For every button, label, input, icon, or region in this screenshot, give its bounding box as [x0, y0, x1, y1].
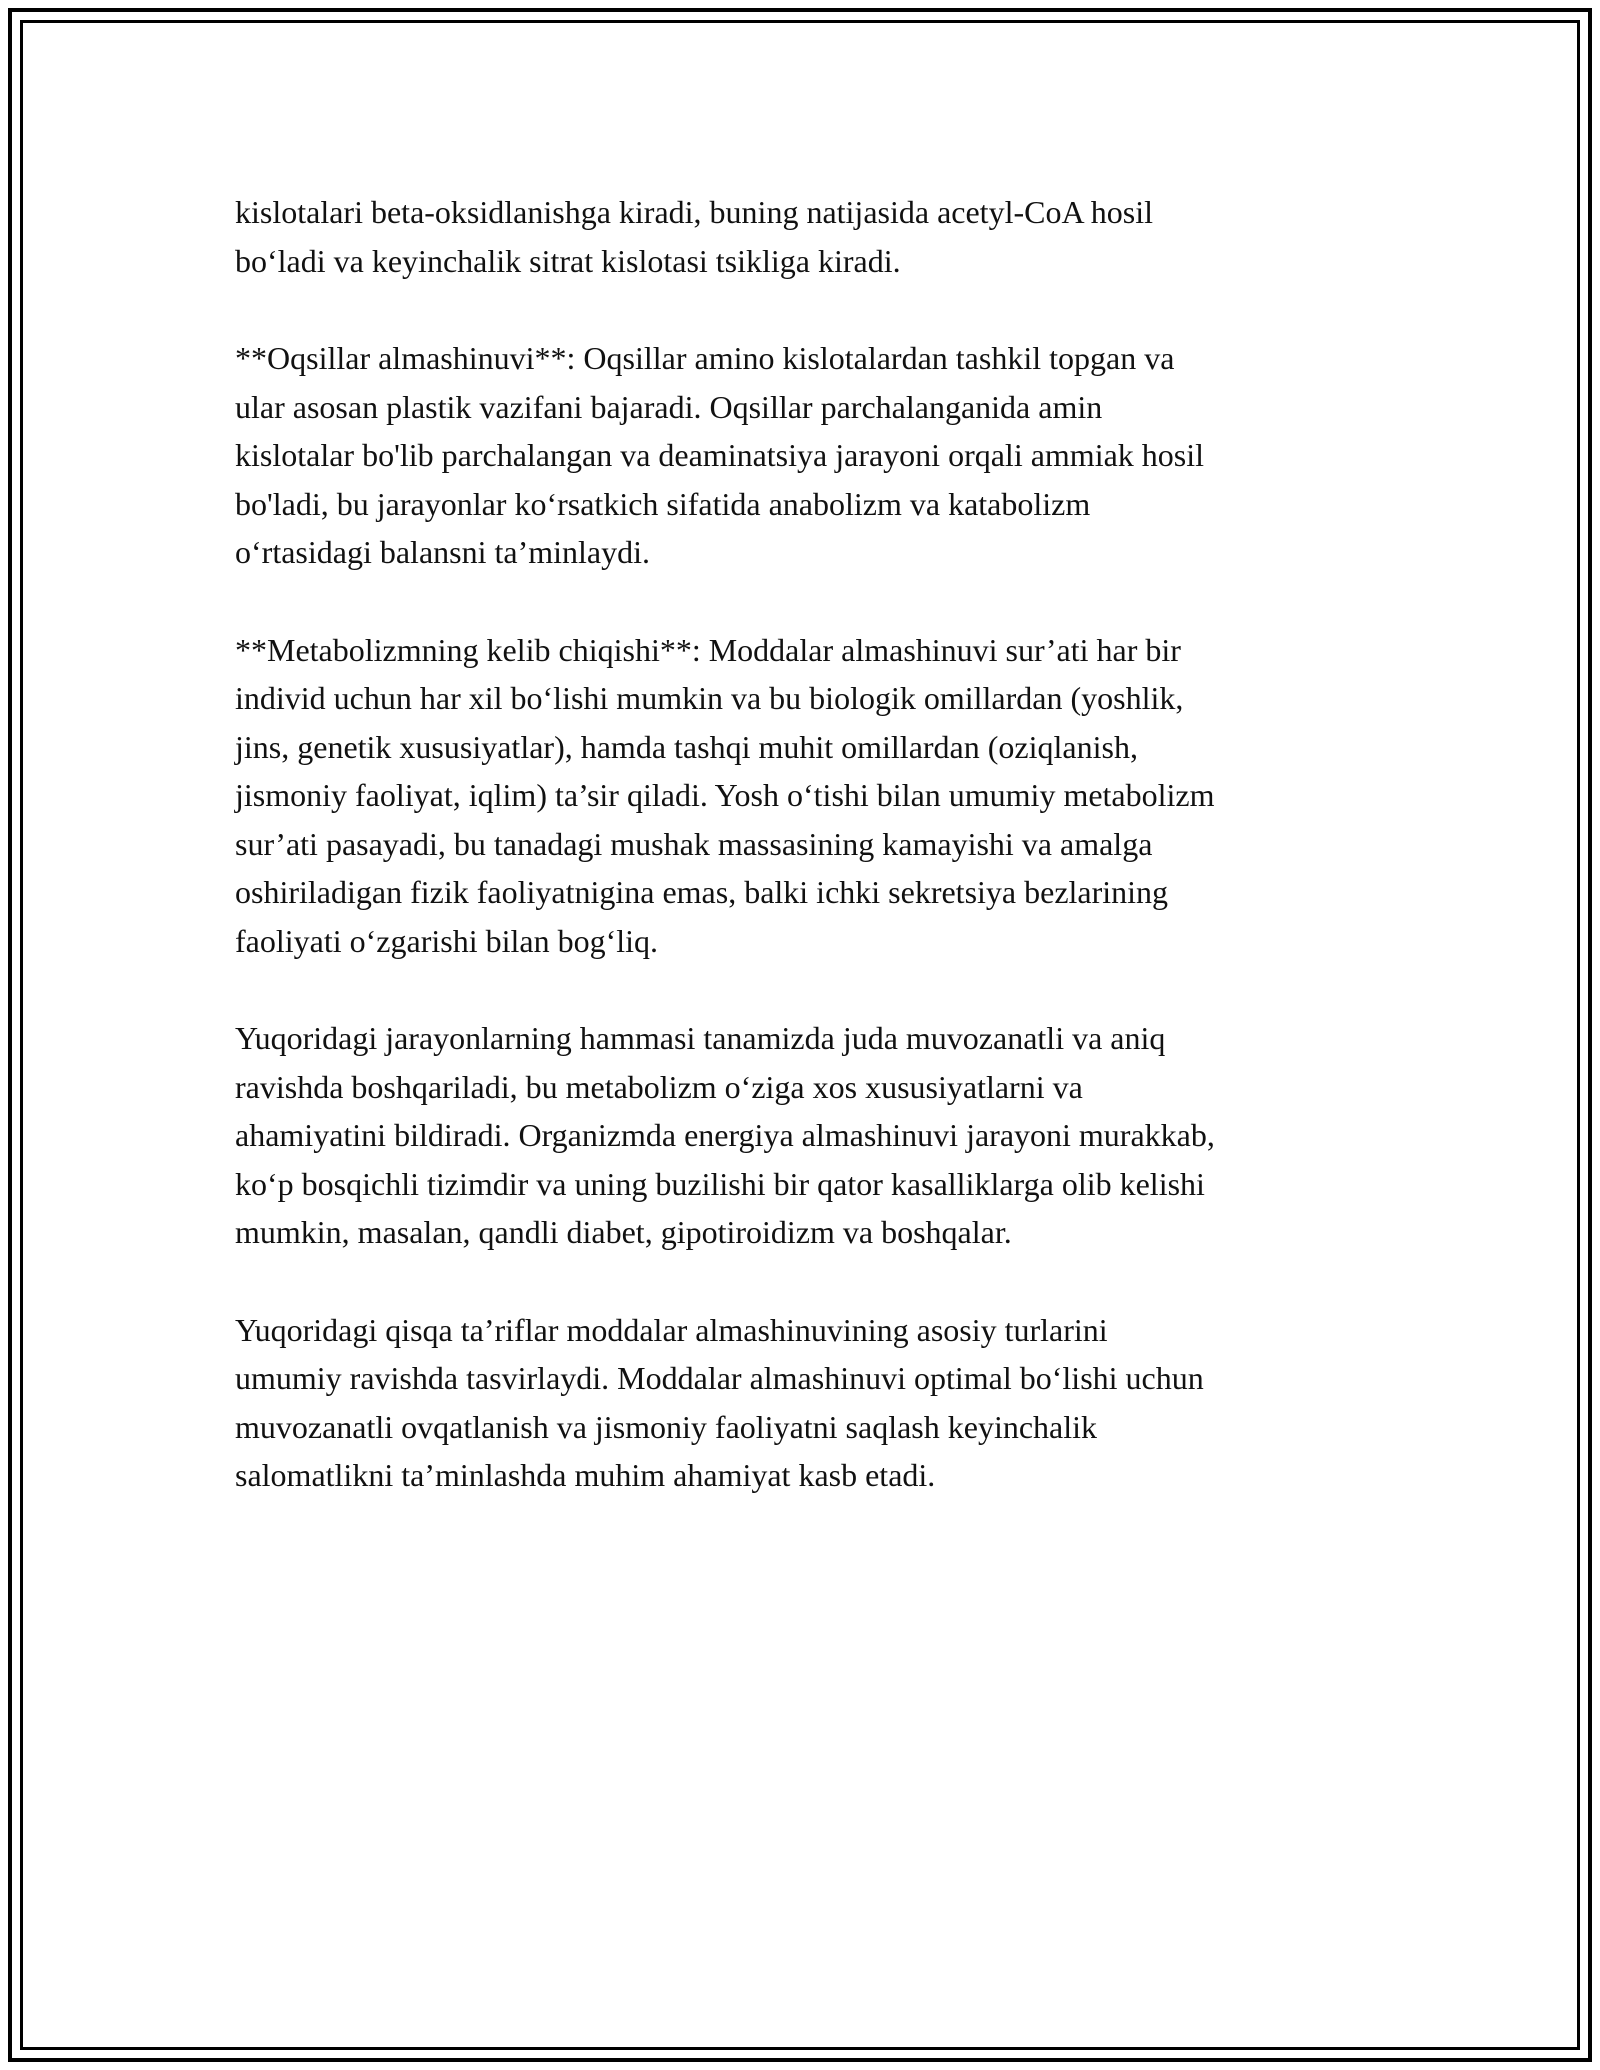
text-line: kislotalar bo'lib parchalangan va deaminatsiya jarayoni orqali ammiak hosil	[235, 437, 1205, 473]
paragraph-protein-metabolism	[235, 334, 1395, 577]
text-line: oshiriladigan fizik faoliyatnigina emas, balki ichki sekretsiya bezlarining	[235, 874, 1169, 910]
paragraph-metabolism-origin	[235, 626, 1395, 966]
text-line: ko‘p bosqichli tizimdir va uning buzilishi bir qator kasalliklarga olib kelishi	[235, 1165, 1205, 1202]
text-line: ravishda boshqariladi, bu metabolizm o‘ziga xos xususiyatlarni va	[235, 1068, 1083, 1105]
text-line: jins, genetik xususiyatlar), hamda tashqi muhit omillardan (oziqlanish,	[235, 728, 1138, 765]
text-line: Yuqoridagi qisqa ta’riflar moddalar almashinuvining asosiy turlarini	[235, 1311, 1108, 1348]
text-line: bo‘ladi va keyinchalik sitrat kislotasi tsikliga kiradi.	[235, 242, 901, 279]
text-line: individ uchun har xil bo‘lishi mumkin va bu biologik omillardan (yoshlik,	[235, 680, 1184, 716]
text-line: muvozanatli ovqatlanish va jismoniy faoliyatni saqlash keyinchalik	[235, 1408, 1098, 1445]
text-line: Yuqoridagi jarayonlarning hammasi tanamizda juda muvozanatli va aniq	[235, 1020, 1166, 1056]
paragraph-summary	[235, 1306, 1395, 1500]
text-line: salomatlikni ta’minlashda muhim ahamiyat kasb etadi.	[235, 1457, 936, 1493]
text-line: bo'ladi, bu jarayonlar ko‘rsatkich sifatida anabolizm va katabolizm	[235, 485, 1091, 522]
text-line: **Oqsillar almashinuvi**: Oqsillar amino kislotalardan tashkil topgan va	[235, 340, 1175, 376]
text-line: kislotalari beta-oksidlanishga kiradi, buning natijasida acetyl-CoA hosil	[235, 194, 1154, 230]
paragraph-fatty-acid-oxidation	[235, 188, 1395, 285]
text-line: jismoniy faoliyat, iqlim) ta’sir qiladi. Yosh o‘tishi bilan umumiy metabolizm	[235, 777, 1215, 813]
text-line: ular asosan plastik vazifani bajaradi. Oqsillar parchalanganida amin	[235, 388, 1103, 425]
paragraph-regulation	[235, 1014, 1395, 1257]
text-line: **Metabolizmning kelib chiqishi**: Moddalar almashinuvi sur’ati har bir	[235, 631, 1181, 668]
text-line: sur’ati pasayadi, bu tanadagi mushak massasining kamayishi va amalga	[235, 825, 1153, 862]
text-line: o‘rtasidagi balansni ta’minlaydi.	[235, 534, 650, 570]
document-body	[235, 188, 1395, 1549]
text-line: umumiy ravishda tasvirlaydi. Moddalar almashinuvi optimal bo‘lishi uchun	[235, 1360, 1204, 1396]
text-line: faoliyati o‘zgarishi bilan bog‘liq.	[235, 922, 658, 959]
text-line: mumkin, masalan, qandli diabet, gipotiroidizm va boshqalar.	[235, 1214, 1012, 1250]
text-line: ahamiyatini bildiradi. Organizmda energiya almashinuvi jarayoni murakkab,	[235, 1117, 1215, 1153]
